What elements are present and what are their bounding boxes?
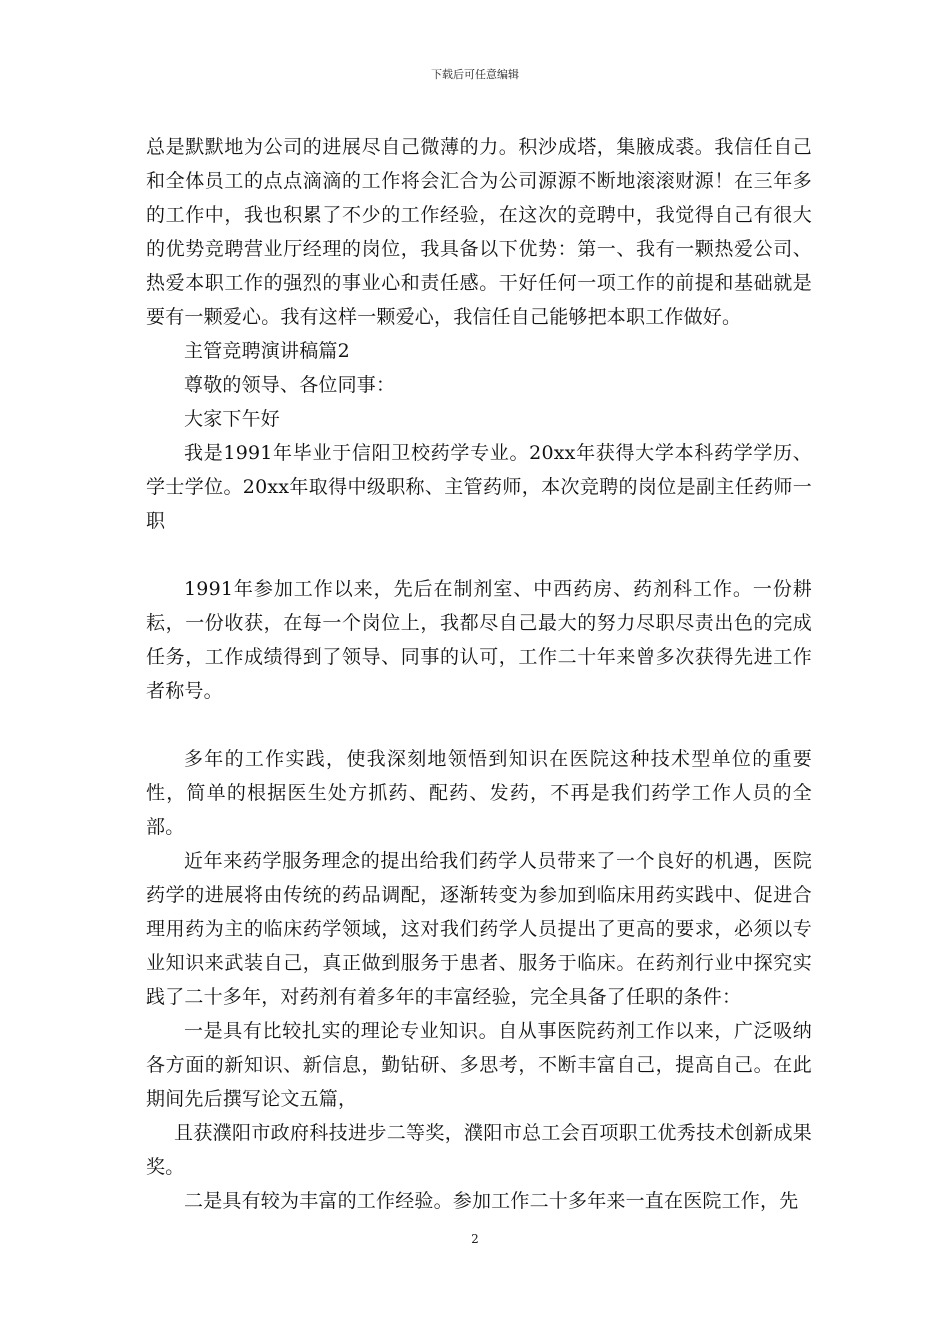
salutation: 尊敬的领导、各位同事： [184, 374, 396, 396]
paragraph-awards: 且获濮阳市政府科技进步二等奖，濮阳市总工会百项职工优秀技术创新成果奖。 [146, 1122, 812, 1178]
page-header: 下载后可任意编辑 [431, 68, 519, 81]
paragraph-work-history: 1991年参加工作以来，先后在制剂室、中西药房、药剂科工作。一份耕耘，一份收获，在每一个岗位上，我都尽自己最大的努力尽职尽责出色的完成任务，工作成绩得到了领导、同事的认可，工作二十年来曾多次获得先进工作者称号。 [146, 578, 812, 702]
paragraph-knowledge: 一是具有比较扎实的理论专业知识。自从事医院药剂工作以来，广泛吸纳各方面的新知识、新信息，勤钻研、多思考，不断丰富自己，提高自己。在此期间先后撰写论文五篇， [146, 1020, 812, 1110]
paragraph-experience: 二是具有较为丰富的工作经验。参加工作二十多年来一直在医院工作，先 [184, 1190, 799, 1212]
greeting: 大家下午好 [184, 408, 281, 430]
paragraph-continuation: 总是默默地为公司的进展尽自己微薄的力。积沙成塔，集腋成裘。我信任自己和全体员工的点点滴滴的工作将会汇合为公司源源不断地滚滚财源！在三年多的工作中，我也积累了不少的工作经验，在这次的竞聘中，我觉得自己有很大的优势竞聘营业厅经理的岗位，我具备以下优势：第一、我有一颗热爱公司、热爱本职工作的强烈的事业心和责任感。干好任何一项工作的前提和基础就是要有一颗爱心。我有这样一颗爱心，我信任自己能够把本职工作做好。 [146, 136, 812, 328]
paragraph-introduction: 我是1991年毕业于信阳卫校药学专业。20xx年获得大学本科药学学历、学士学位。20xx年取得中级职称、主管药师，本次竞聘的岗位是副主任药师一职 [146, 442, 812, 532]
paragraph-pharmacy-service: 近年来药学服务理念的提出给我们药学人员带来了一个良好的机遇，医院药学的进展将由传统的药品调配，逐渐转变为参加到临床用药实践中、促进合理用药为主的临床药学领域，这对我们药学人员提出了更高的要求，必须以专业知识来武装自己，真正做到服务于患者、服务于临床。在药剂行业中探究实践了二十多年，对药剂有着多年的丰富经验，完全具备了任职的条件： [146, 850, 812, 1008]
document-body [146, 130, 812, 1218]
paragraph-work-practice: 多年的工作实践，使我深刻地领悟到知识在医院这种技术型单位的重要性，简单的根据医生处方抓药、配药、发药，不再是我们药学工作人员的全部。 [146, 748, 812, 838]
page-number: 2 [471, 1232, 479, 1246]
section-heading: 主管竞聘演讲稿篇2 [184, 340, 350, 362]
